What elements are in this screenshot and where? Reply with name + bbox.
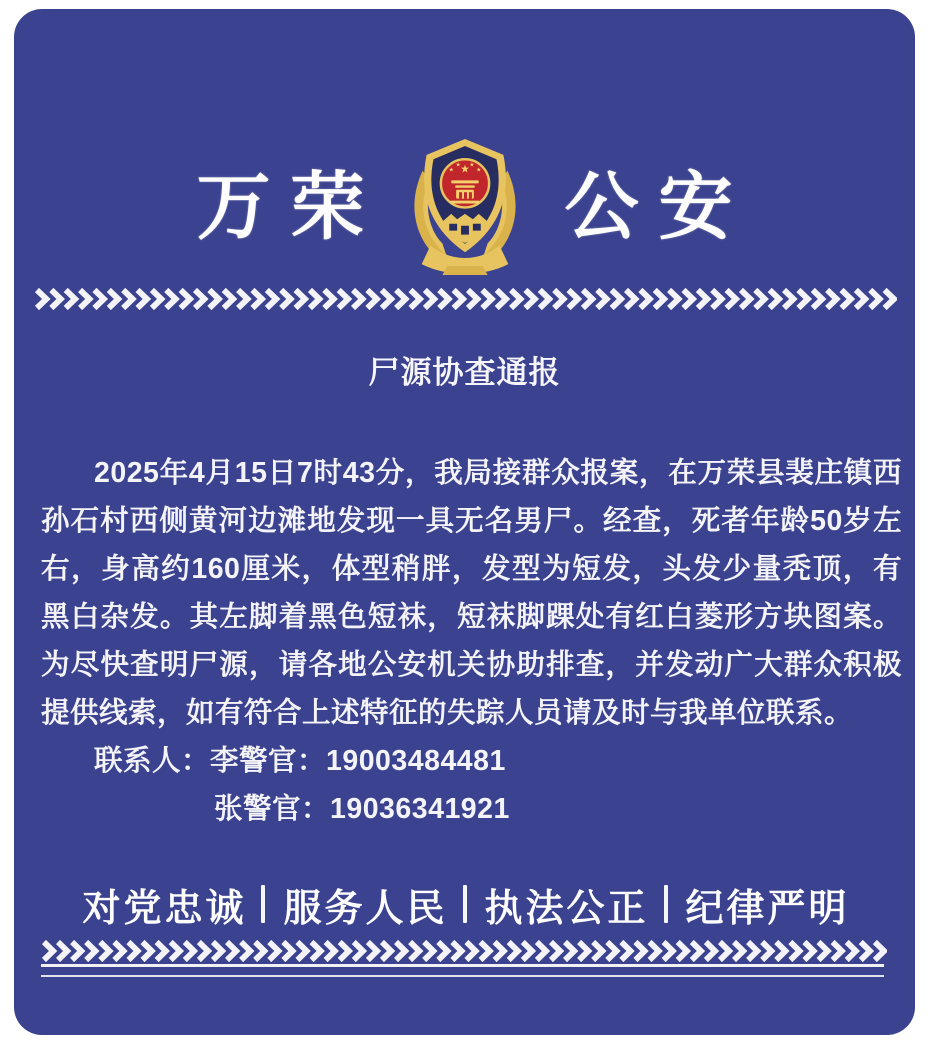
chevron-divider-bottom [42, 940, 887, 962]
motto-item-3: 执法公正 [484, 887, 649, 930]
motto-item-4: 纪律严明 [685, 887, 850, 930]
chevron-divider-top [35, 288, 897, 310]
motto-separator [664, 885, 668, 923]
footer-motto [14, 876, 915, 932]
notice-title: 尸源协查通报 [368, 355, 561, 390]
motto-item-2: 服务人民 [283, 887, 448, 930]
double-rule [41, 964, 884, 977]
org-name-right: 公安 [564, 165, 753, 248]
contact-line-zhang: 张警官：19036341921 [214, 793, 510, 825]
motto-separator [261, 885, 265, 923]
notice-card [14, 9, 915, 1035]
svg-text:★: ★ [459, 163, 470, 176]
svg-text:★: ★ [448, 167, 454, 174]
contact-line-li: 联系人：李警官：19003484481 [94, 745, 506, 777]
notice-body [41, 449, 902, 833]
police-badge-icon [401, 137, 529, 277]
motto-item-1: 对党忠诚 [82, 887, 247, 930]
notice-paragraph: 2025年4月15日7时43分，我局接群众报案，在万荣县裴庄镇西孙石村西侧黄河边滩地发现一具无名男尸。经查，死者年龄50岁左右，身高约160厘米，体型稍胖，发型为短发，头发少量秃顶，有黑白杂发。其左脚着黑色短袜，短袜脚踝处有红白菱形方块图案。为尽快查明尸源，请各地公安机关协助排查，并发动广大群众积极提供线索，如有符合上述特征的失踪人员请及时与我单位联系。 [41, 457, 902, 729]
svg-text:★: ★ [475, 167, 481, 174]
svg-text:★: ★ [468, 162, 475, 169]
header [14, 135, 915, 279]
svg-text:★: ★ [454, 162, 461, 169]
motto-separator [463, 885, 467, 923]
org-name-left: 万荣 [196, 165, 385, 248]
